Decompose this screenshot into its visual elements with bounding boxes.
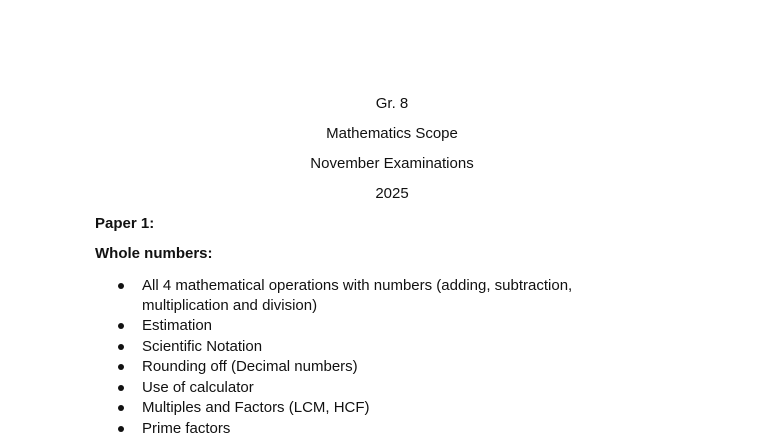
list-item (0, 419, 612, 440)
year-line: 2025 (375, 185, 409, 202)
bullet-icon (118, 364, 124, 370)
list-item (0, 378, 612, 399)
topic-text: Use of calculator (142, 378, 254, 396)
bullet-icon (118, 385, 124, 391)
grade-line: Gr. 8 (375, 95, 409, 112)
bullet-icon (118, 405, 124, 411)
bullet-icon (118, 323, 124, 329)
bullet-icon (118, 283, 124, 289)
list-item (0, 316, 612, 337)
list-item (0, 337, 612, 358)
topic-text: Rounding off (Decimal numbers) (142, 358, 358, 375)
exam-line: November Examinations (310, 155, 474, 172)
list-item (0, 357, 612, 378)
topic-text: Prime factors (142, 419, 231, 437)
topic-list (0, 276, 784, 439)
list-item (0, 276, 612, 316)
list-item (0, 398, 612, 419)
bullet-icon (118, 426, 124, 432)
topic-text: Estimation (142, 317, 213, 334)
topic-text: Multiples and Factors (LCM, HCF) (142, 399, 370, 416)
section-heading: Whole numbers: (95, 245, 213, 262)
topic-text: All 4 mathematical operations with numbers (adding, subtraction, multiplication and division) (142, 277, 573, 314)
topic-text: Scientific Notation (142, 337, 263, 355)
bullet-icon (118, 344, 124, 350)
paper-heading: Paper 1: (95, 215, 155, 232)
subject-line: Mathematics Scope (326, 125, 458, 142)
